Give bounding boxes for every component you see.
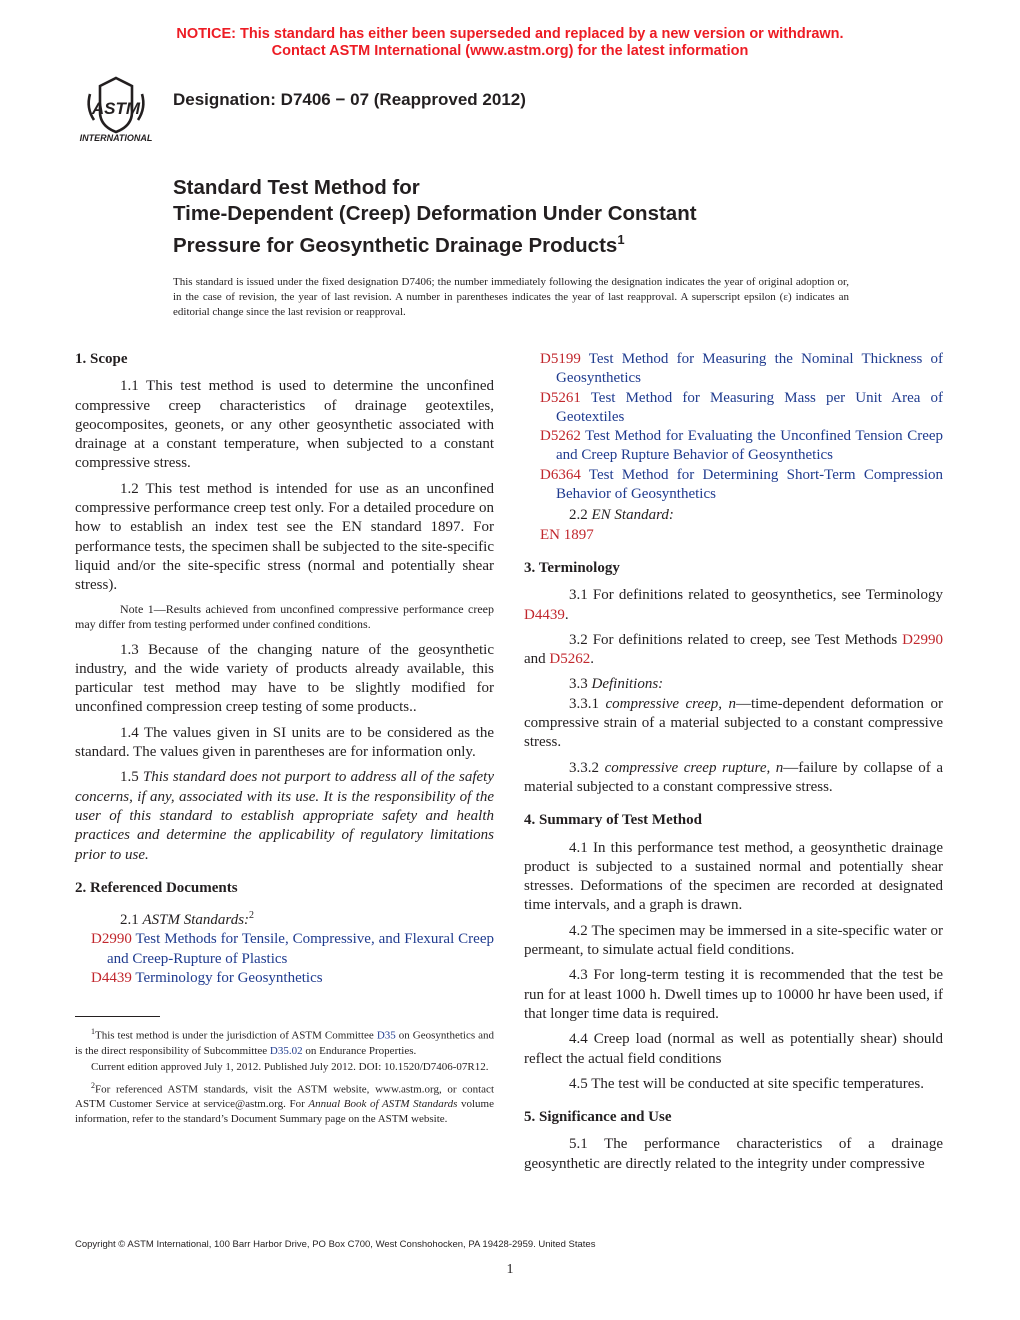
- link-d2990[interactable]: D2990: [902, 631, 943, 648]
- para-3-2-and: and: [524, 651, 550, 668]
- link-d4439[interactable]: D4439: [524, 606, 565, 623]
- designation: Designation: D7406 − 07 (Reapproved 2012): [173, 90, 526, 109]
- para-4-5: 4.5 The test will be conducted at site specific temperatures.: [569, 1075, 925, 1092]
- section-3-heading: 3. Terminology: [524, 559, 620, 576]
- ref-d5262[interactable]: [524, 427, 943, 466]
- ref-code[interactable]: D2990: [91, 931, 132, 948]
- footnote-1-text-b: on Geosynthetics and is the direct responsibility of Subcommittee: [75, 1029, 495, 1057]
- ref-code[interactable]: EN 1897: [540, 526, 594, 543]
- para-1-1: 1.1 This test method is used to determine the unconfined compressive creep characteristics of drainage geotextiles, geocomposites, geonets, or any other geosynthetic associated with drainage at a constant temperature, when subjected to a constant compressive stress.: [75, 378, 494, 472]
- notice-line-2: Contact ASTM International (www.astm.org) for the latest information: [271, 43, 749, 59]
- footnote-1: [75, 1025, 494, 1058]
- para-1-5-text: This standard does not purport to address all of the safety concerns, if any, associated with its use. It is the responsibility of the user of this standard to establish appropriate safety and health practices and determine the applicability of regulatory limitations prior to use.: [75, 769, 495, 863]
- para-3-3-2: [524, 759, 943, 798]
- para-3-3-1-text: —time-dependent deformation or compressive strain of a material subjected to a constant compressive stress.: [524, 695, 944, 751]
- footnote-2-text-a: For referenced ASTM standards, visit the ASTM website, www.astm.org, or contact ASTM Customer Service at service@astm.org. For: [75, 1083, 494, 1111]
- copyright: Copyright © ASTM International, 100 Barr Harbor Drive, PO Box C700, West Conshohocken, PA 19428-2959. United States: [75, 1239, 596, 1250]
- footnote-2-italic: Annual Book of ASTM Standards: [308, 1098, 458, 1111]
- ref-code[interactable]: D4439: [91, 970, 132, 987]
- link-d5262[interactable]: D5262: [549, 651, 591, 668]
- document-title: [173, 175, 697, 259]
- ref-code[interactable]: D5199: [540, 351, 581, 367]
- footnote-2-marker: 2: [91, 1081, 95, 1091]
- title-line-1: Standard Test Method for: [173, 176, 420, 199]
- footnote-1-text-c: on Endurance Properties.: [302, 1044, 417, 1057]
- para-3-2: 3.2 For definitions related to creep, see Test Methods D2990 and D5262.: [524, 631, 943, 668]
- para-3-3-1: [524, 695, 943, 753]
- section-1-heading: 1. Scope: [75, 351, 128, 367]
- ref-d6364[interactable]: [524, 466, 943, 505]
- ref-d4439[interactable]: [75, 969, 494, 988]
- para-2-1: [75, 906, 494, 930]
- ref-title[interactable]: Test Method for Measuring Mass per Unit Area of Geotextiles: [556, 389, 943, 425]
- footnote-link-d35-02[interactable]: D35.02: [269, 1044, 303, 1057]
- section-5-heading: 5. Significance and Use: [524, 1109, 672, 1126]
- term-compressive-creep: compressive creep, n: [605, 695, 736, 712]
- para-1-4: 1.4 The values given in SI units are to be considered as the standard. The values given in parentheses are for information only.: [75, 724, 494, 761]
- para-1-5: [75, 768, 494, 864]
- para-3-3-2-number: 3.3.2: [569, 759, 605, 776]
- ref-d5261[interactable]: [524, 389, 943, 428]
- para-4-4: 4.4 Creep load (normal as well as potentially shear) should reflect the actual field conditions: [524, 1031, 943, 1067]
- footnote-2-text-b: volume information, refer to the standard’s Document Summary page on the ASTM website.: [75, 1098, 494, 1126]
- para-3-2-text: 3.2 For definitions related to creep, see Test Methods: [569, 631, 903, 648]
- ref-code[interactable]: D6364: [540, 466, 581, 483]
- notice-line-1: NOTICE: This standard has either been superseded and replaced by a new version or withdrawn.: [176, 26, 844, 42]
- para-3-3-1-number: 3.3.1: [569, 695, 606, 712]
- issue-note: This standard is issued under the fixed designation D7406; the number immediately following the designation indicates the year of original adoption or, in the case of revision, the year of last revision. A number in parentheses indicates the year of last reapproval. A superscript epsilon (ε) indicates an editorial change since the last revision or reapproval.: [173, 276, 849, 318]
- para-2-2: [524, 506, 943, 525]
- footnote-1-edition: Current edition approved July 1, 2012. Published July 2012. DOI: 10.1520/D7406-07R12.: [91, 1061, 489, 1074]
- title-line-2: Time-Dependent (Creep) Deformation Under Constant: [173, 202, 697, 225]
- para-3-3: [524, 675, 943, 694]
- title-footnote-ref[interactable]: 1: [617, 232, 625, 247]
- para-1-3: 1.3 Because of the changing nature of the geosynthetic industry, and the wide variety of products already available, this particular test method may have to be slightly modified for unconfined compression creep testing of some products..: [75, 641, 494, 716]
- logo-subtext: INTERNATIONAL: [79, 133, 153, 143]
- para-3-3-number: 3.3: [569, 676, 592, 693]
- footnote-1-text-a: This test method is under the jurisdiction of ASTM Committee: [95, 1029, 377, 1042]
- ref-d2990[interactable]: [75, 930, 494, 969]
- para-3-3-2-text: —failure by collapse of a material subjected to a constant compressive stress.: [524, 759, 943, 795]
- para-4-2: 4.2 The specimen may be immersed in a site-specific water or permeant, to simulate actual field conditions.: [524, 922, 943, 959]
- ref-title[interactable]: Test Method for Determining Short-Term Compression Behavior of Geosynthetics: [556, 466, 943, 503]
- footnote-1-marker: 1: [91, 1027, 95, 1037]
- astm-logo: [70, 74, 162, 144]
- ref-title[interactable]: Test Methods for Tensile, Compressive, and Flexural Creep and Creep-Rupture of Plastics: [107, 931, 494, 967]
- title-line-3: Pressure for Geosynthetic Drainage Products: [173, 233, 618, 257]
- para-2-1-number: 2.1: [120, 912, 143, 929]
- section-2-heading: 2. Referenced Documents: [75, 879, 238, 896]
- ref-title[interactable]: Test Method for Measuring the Nominal Thickness of Geosynthetics: [556, 351, 943, 387]
- para-3-1-text: 3.1 For definitions related to geosynthetics, see Terminology: [569, 587, 943, 604]
- section-4-heading: 4. Summary of Test Method: [524, 812, 702, 829]
- ref-code[interactable]: D5262: [540, 428, 581, 445]
- para-4-1: 4.1 In this performance test method, a geosynthetic drainage product is subjected to a sustained normal and potentially shear stresses. Deformations of the specimen are recorded at designated time intervals, and a graph is drawn.: [524, 839, 943, 914]
- para-5-1: 5.1 The performance characteristics of a drainage geosynthetic are directly related to the integrity under compressive: [524, 1136, 943, 1172]
- page-number: 1: [506, 1262, 514, 1277]
- logo-text: ASTM: [91, 99, 141, 118]
- para-1-2: 1.2 This test method is intended for use as an unconfined compressive performance creep test only. For a detailed procedure on how to establish an index test see the EN standard 1897. For performance tests, the specimen shall be subjected to the site-specific liquid and/or the site-specific stress (normal and potentially shear stress).: [75, 480, 494, 594]
- left-column: [75, 350, 494, 1127]
- para-2-1-text: ASTM Standards:: [142, 912, 250, 929]
- para-2-2-number: 2.2: [569, 507, 592, 524]
- note-1: Note 1—Results achieved from unconfined compressive performance creep may differ from testing performed under confined conditions.: [75, 601, 494, 632]
- footnote-divider: [75, 1016, 160, 1017]
- para-4-3: 4.3 For long-term testing it is recommended that the test be run for at least 1000 h. Dwell times up to 10000 hr have been used, if that longer time data is required.: [524, 967, 943, 1022]
- ref-title[interactable]: Test Method for Evaluating the Unconfined Tension Creep and Creep Rupture Behavior of Geosynthetics: [556, 428, 944, 464]
- footnote-link-d35[interactable]: D35: [376, 1029, 396, 1042]
- footnote-2: [75, 1079, 494, 1127]
- ref-d5199[interactable]: [524, 350, 943, 389]
- term-compressive-creep-rupture: compressive creep rupture, n: [604, 759, 784, 776]
- para-3-1: 3.1 For definitions related to geosynthetics, see Terminology D4439.: [524, 587, 943, 623]
- ref-code[interactable]: D5261: [540, 389, 581, 406]
- para-2-2-text: EN Standard:: [591, 507, 674, 524]
- right-column: [524, 350, 943, 1180]
- ref-title[interactable]: Terminology for Geosynthetics: [135, 970, 323, 987]
- para-3-3-text: Definitions:: [591, 676, 664, 693]
- para-1-5-number: 1.5: [120, 769, 143, 786]
- ref-en1897[interactable]: [524, 526, 943, 545]
- footnote-2-ref[interactable]: 2: [249, 910, 255, 922]
